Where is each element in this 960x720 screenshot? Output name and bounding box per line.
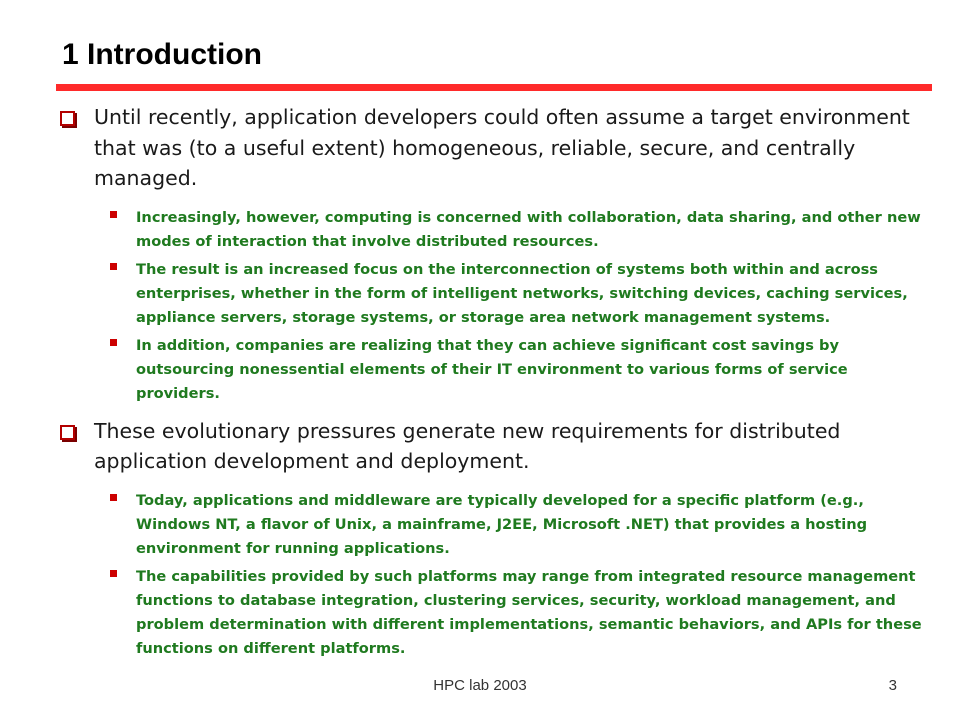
sub-bullet-text: Increasingly, however, computing is concerned with collaboration, data sharing, and other new modes of interaction that involve distributed resources. xyxy=(136,208,921,250)
sub-bullet-text: Today, applications and middleware are typically developed for a specific platform (e.g., Windows NT, a flavor of Unix, a mainframe, J2EE, Microsoft .NET) that provides a hosting environment for running applications. xyxy=(136,491,868,557)
sub-bullet-text: The capabilities provided by such platforms may range from integrated resource management functions to database integration, clustering services, security, workload management, and problem determination with different implementations, semantic behaviors, and APIs for these functions on different platforms. xyxy=(136,567,922,657)
sub-bullet-2-1 xyxy=(60,489,930,561)
sub-bullet-1-3 xyxy=(60,334,930,406)
main-bullet-1 xyxy=(60,102,930,194)
hollow-square-bullet-icon xyxy=(60,111,75,126)
filled-square-bullet-icon xyxy=(110,339,117,346)
sub-bullet-text: In addition, companies are realizing that they can achieve significant cost savings by outsourcing nonessential elements of their IT environment to various forms of service providers. xyxy=(136,336,848,402)
main-bullet-1-text: Until recently, application developers could often assume a target environment that was (to a useful extent) homogeneous, reliable, secure, and centrally managed. xyxy=(94,105,910,190)
filled-square-bullet-icon xyxy=(110,211,117,218)
page-number: 3 xyxy=(888,677,897,694)
main-bullet-2-text: These evolutionary pressures generate new requirements for distributed application development and deployment. xyxy=(94,418,841,473)
title-underline xyxy=(56,84,932,91)
sub-bullet-1-2 xyxy=(60,258,930,330)
footer-label: HPC lab 2003 xyxy=(433,677,527,694)
slide-title: 1 Introduction xyxy=(62,38,262,71)
sub-bullet-text: The result is an increased focus on the interconnection of systems both within and across enterprises, whether in the form of intelligent networks, switching devices, caching services, appliance servers, storage systems, or storage area network management systems. xyxy=(136,260,908,326)
sub-bullet-2-2 xyxy=(60,565,930,661)
filled-square-bullet-icon xyxy=(110,570,117,577)
filled-square-bullet-icon xyxy=(110,494,117,501)
filled-square-bullet-icon xyxy=(110,263,117,270)
hollow-square-bullet-icon xyxy=(60,425,75,440)
slide-content xyxy=(60,102,930,665)
main-bullet-2 xyxy=(60,416,930,477)
sub-bullet-1-1 xyxy=(60,206,930,254)
